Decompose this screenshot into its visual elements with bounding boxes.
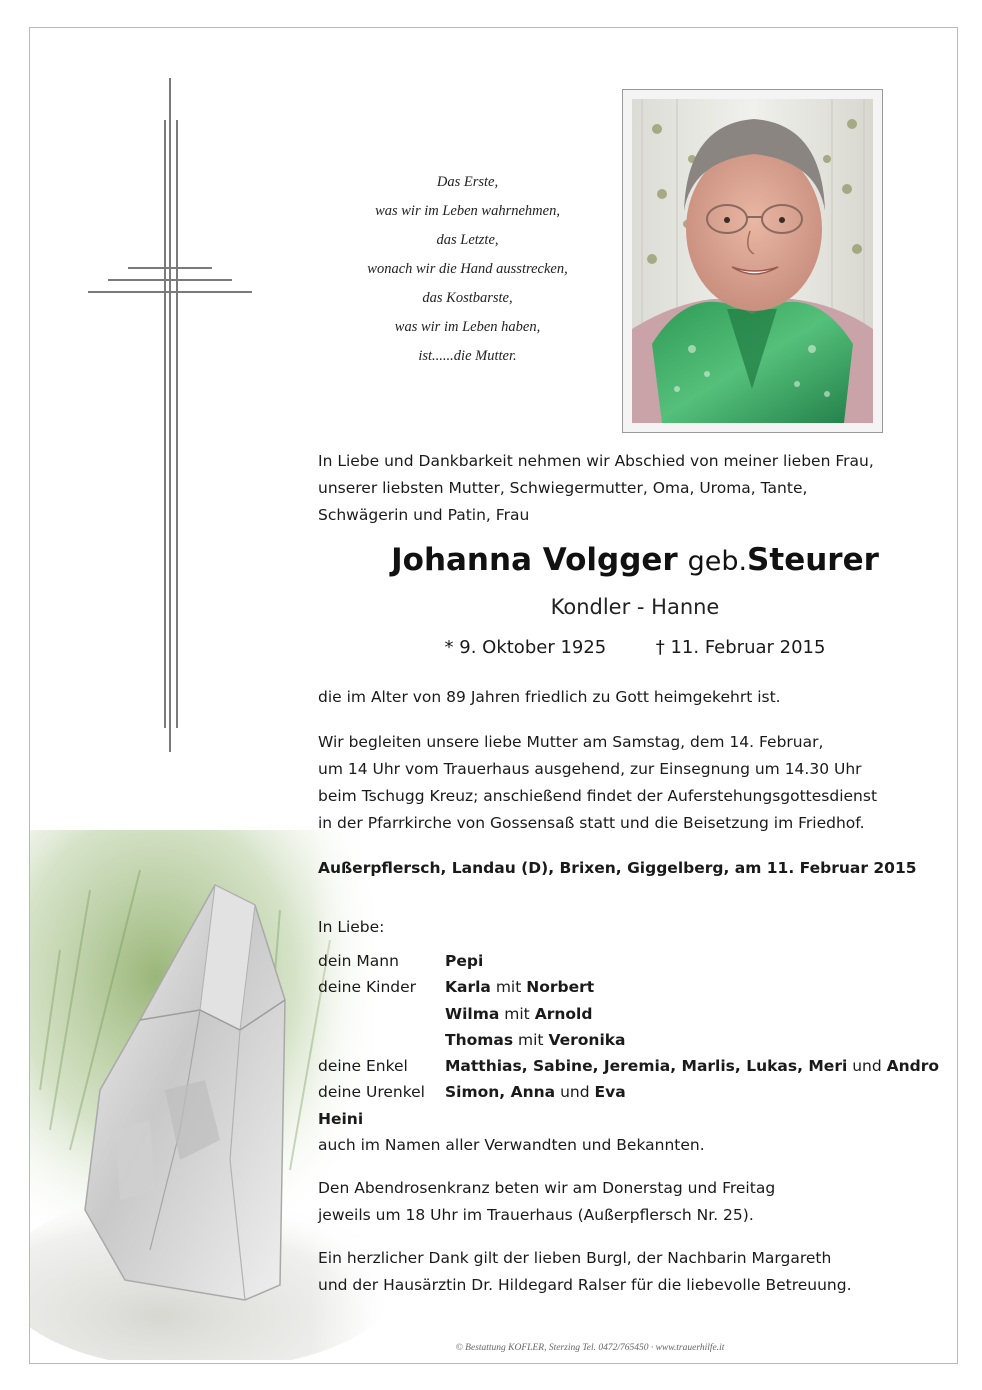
deceased-nickname: Kondler - Hanne: [550, 595, 720, 619]
intro-line: unserer liebsten Mutter, Schwiegermutter, Oma, Uroma, Tante,: [318, 479, 808, 497]
thanks-line: und der Hausärztin Dr. Hildegard Ralser für die liebevolle Betreuung.: [318, 1276, 852, 1294]
born-symbol: *: [444, 637, 454, 658]
poem-line: Das Erste,: [436, 174, 499, 190]
service-text: [318, 729, 877, 837]
intro-text: [318, 448, 874, 529]
poem-line: das Letzte,: [436, 232, 499, 248]
deceased-first-name: Johanna Volgger: [391, 542, 678, 578]
rosary-text: [318, 1175, 775, 1229]
poem-line: was wir im Leben haben,: [394, 319, 541, 335]
family-names: Pepi: [445, 952, 484, 970]
rosary-line: jeweils um 18 Uhr im Trauerhaus (Außerpflersch Nr. 25).: [318, 1206, 754, 1224]
age-line: die im Alter von 89 Jahren friedlich zu Gott heimgekehrt ist.: [318, 688, 781, 706]
intro-line: Schwägerin und Patin, Frau: [318, 506, 530, 524]
poem: [335, 168, 600, 371]
service-line: um 14 Uhr vom Trauerhaus ausgehend, zur Einsegnung um 14.30 Uhr: [318, 760, 862, 778]
deceased-maiden-name: Steurer: [747, 542, 879, 578]
poem-line: ist......die Mutter.: [418, 348, 517, 364]
born-date: 9. Oktober 1925: [459, 637, 607, 658]
poem-line: das Kostbarste,: [422, 290, 513, 306]
service-line: beim Tschugg Kreuz; anschießend findet der Auferstehungsgottesdienst: [318, 787, 878, 805]
family-names: Heini: [318, 1109, 364, 1128]
footer-credit: © Bestattung KOFLER, Sterzing Tel. 0472/765450 · www.trauerhilfe.it: [455, 1343, 725, 1353]
poem-line: was wir im Leben wahrnehmen,: [375, 203, 560, 219]
rosary-line: Den Abendrosenkranz beten wir am Donerstag und Freitag: [318, 1179, 776, 1197]
thanks-line: Ein herzlicher Dank gilt der lieben Burgl, der Nachbarin Margareth: [318, 1249, 832, 1267]
service-line: Wir begleiten unsere liebe Mutter am Samstag, dem 14. Februar,: [318, 733, 824, 751]
thanks-text: [318, 1245, 852, 1299]
family-names: Simon, Anna und Eva: [445, 1083, 626, 1102]
role-label: dein Mann: [318, 952, 399, 970]
portrait-photo: [632, 99, 873, 423]
service-line: in der Pfarrkirche von Gossensaß statt und die Beisetzung im Friedhof.: [318, 814, 865, 832]
died-date: 11. Februar 2015: [670, 637, 826, 658]
poem-line: wonach wir die Hand ausstrecken,: [367, 261, 568, 277]
family-names: Thomas mit Veronika: [445, 1030, 626, 1049]
intro-line: In Liebe und Dankbarkeit nehmen wir Abschied von meiner lieben Frau,: [318, 452, 874, 470]
deceased-name: [330, 540, 940, 582]
family-names: Wilma mit Arnold: [445, 1004, 593, 1023]
family-names: Matthias, Sabine, Jeremia, Marlis, Lukas, Meri und Andro: [445, 1057, 940, 1076]
family-names: Karla mit Norbert: [445, 978, 595, 997]
in-liebe-label: In Liebe:: [318, 918, 385, 936]
life-dates: [330, 634, 940, 662]
geb-label: geb.: [687, 546, 748, 577]
places-line: Außerpflersch, Landau (D), Brixen, Giggelberg, am 11. Februar 2015: [318, 859, 917, 877]
relatives-line: auch im Namen aller Verwandten und Bekannten.: [318, 1136, 705, 1155]
role-label: deine Enkel: [318, 1057, 408, 1076]
died-symbol: †: [655, 637, 665, 658]
role-label: deine Kinder: [318, 978, 417, 997]
role-label: deine Urenkel: [318, 1083, 425, 1102]
